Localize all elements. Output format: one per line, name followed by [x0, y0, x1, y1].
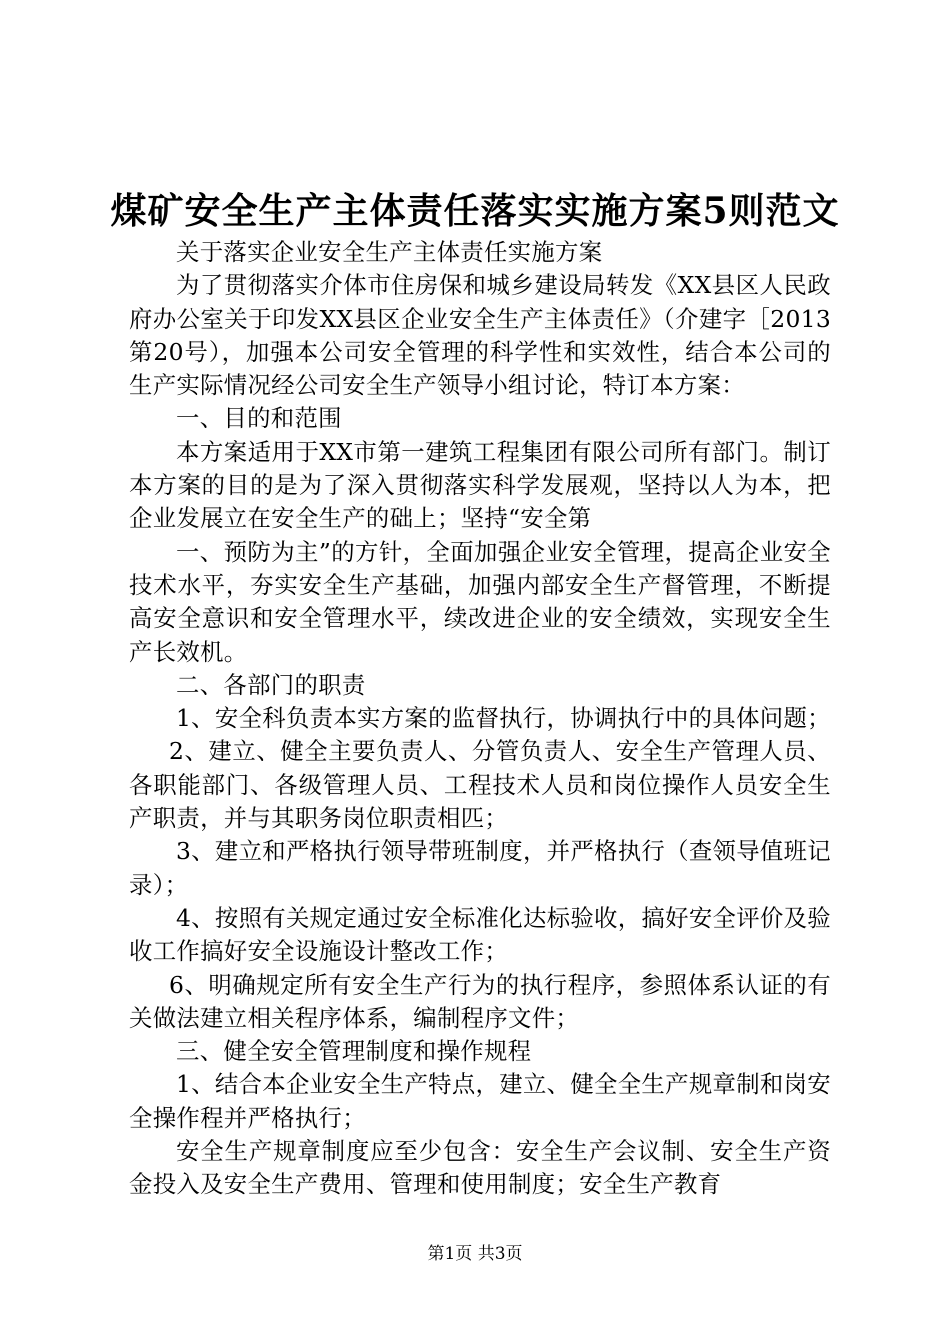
paragraph-intro: 为了贯彻落实介体市住房保和城乡建设局转发《XX县区人民政府办公室关于印发XX县区企业安全生产主体责任》（介建字［2013第20号），加强本公司安全管理的科学性和实效性，结合本公司的生产实际情况经公司安全生产领导小组讨论，特订本方案： — [129, 271, 831, 400]
paragraph-subtitle: 关于落实企业安全生产主体责任实施方案 — [176, 238, 603, 266]
list-item-1: 1、安全科负责本实方案的监督执行，协调执行中的具体问题； — [176, 704, 831, 733]
list-item-6: 6、明确规定所有安全生产行为的执行程序，参照体系认证的有关做法建立相关程序体系，编制程序文件； — [129, 970, 831, 1032]
list-item-3: 3、建立和严格执行领导带班制度，并严格执行（查领导值班记录）； — [129, 837, 831, 899]
section-heading-1: 一、目的和范围 — [176, 404, 342, 433]
page-number: 第1页 共3页 — [427, 1244, 523, 1264]
list-item-2: 2、建立、健全主要负责人、分管负责人、安全生产管理人员、各职能部门、各级管理人员、工程技术人员和岗位操作人员安全生产职责，并与其职务岗位职责相匹； — [129, 737, 831, 833]
paragraph-principle: 一、预防为主”的方针，全面加强企业安全管理，提高企业安全技术水平，夯实安全生产基础，加强内部安全生产督管理，不断提高安全意识和安全管理水平，续改进企业的安全绩效，实现安全生产长效机。 — [129, 537, 831, 666]
paragraph-rules-content: 安全生产规章制度应至少包含：安全生产会议制、安全生产资金投入及安全生产费用、管理和使用制度；安全生产教育 — [129, 1137, 831, 1199]
document-body — [129, 236, 831, 1202]
list-item-4: 4、按照有关规定通过安全标准化达标验收，搞好安全评价及验收工作搞好安全设施设计整改工作； — [129, 903, 831, 966]
list-item-rules-1: 1、结合本企业安全生产特点，建立、健全全生产规章制和岗安全操作程并严格执行； — [129, 1070, 831, 1132]
section-heading-3: 三、健全安全管理制度和操作规程 — [176, 1037, 532, 1066]
section-heading-2: 二、各部门的职责 — [176, 670, 366, 699]
document-title: 煤矿安全生产主体责任落实实施方案5则范文 — [110, 190, 840, 232]
paragraph-scope: 本方案适用于XX市第一建筑工程集团有限公司所有部门。制订本方案的目的是为了深入贯彻落实科学发展观，坚持以人为本，把企业发展立在安全生产的础上；坚持“安全第 — [129, 437, 831, 533]
